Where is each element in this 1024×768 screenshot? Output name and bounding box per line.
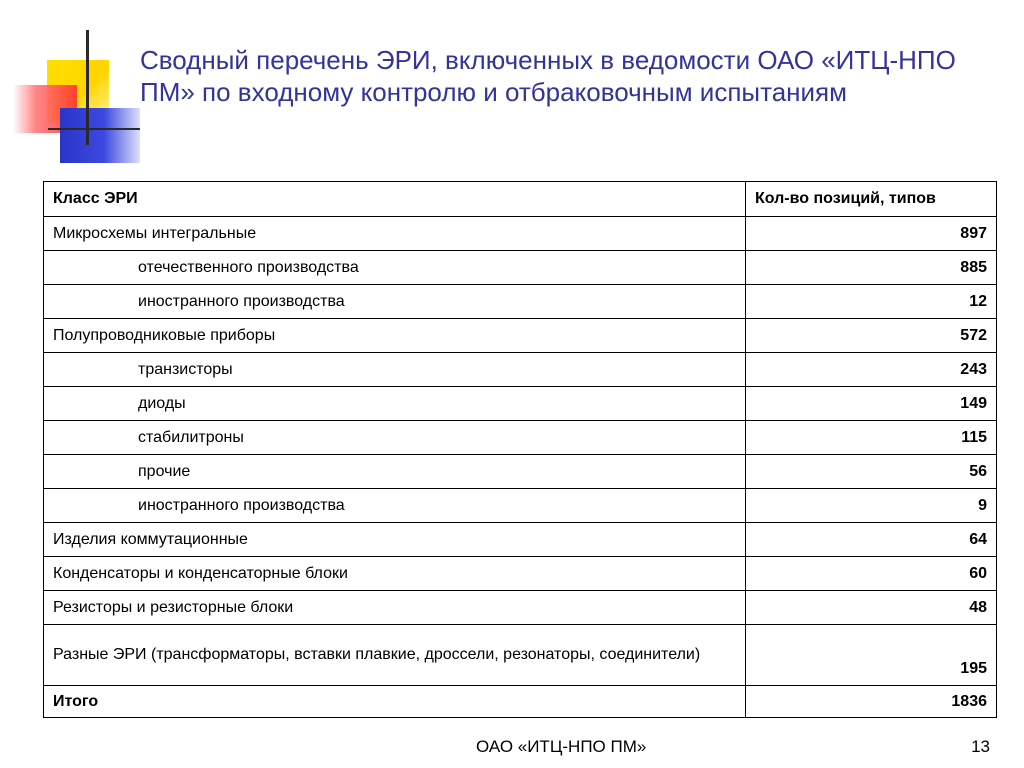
row-quantity: 56 — [746, 455, 997, 489]
row-class-name: транзисторы — [44, 353, 746, 387]
row-quantity: 60 — [746, 557, 997, 591]
table-row — [44, 217, 997, 251]
row-class-name: иностранного производства — [44, 285, 746, 319]
table-row — [44, 353, 997, 387]
row-quantity: 572 — [746, 319, 997, 353]
slide-title: Сводный перечень ЭРИ, включенных в ведомости ОАО «ИТЦ-НПО ПМ» по входному контролю и отбраковочным испытаниям — [140, 45, 956, 107]
row-quantity: 64 — [746, 523, 997, 557]
row-quantity: 149 — [746, 387, 997, 421]
table-row — [44, 489, 997, 523]
row-quantity: 897 — [746, 217, 997, 251]
row-quantity: 243 — [746, 353, 997, 387]
summary-table — [43, 181, 997, 718]
table-row — [44, 421, 997, 455]
table-row — [44, 625, 997, 686]
table-row — [44, 591, 997, 625]
row-class-name: отечественного производства — [44, 251, 746, 285]
table-total-row — [44, 686, 997, 718]
logo-decoration — [0, 0, 160, 170]
table-row — [44, 251, 997, 285]
row-quantity: 195 — [746, 625, 997, 686]
total-quantity: 1836 — [746, 686, 997, 718]
row-class-name: Микросхемы интегральные — [44, 217, 746, 251]
table-row — [44, 455, 997, 489]
column-header-quantity: Кол-во позиций, типов — [746, 182, 997, 217]
table-row — [44, 387, 997, 421]
row-quantity: 885 — [746, 251, 997, 285]
footer-organization: ОАО «ИТЦ-НПО ПМ» — [476, 737, 647, 756]
logo-blue-square — [60, 108, 140, 163]
row-class-name: Разные ЭРИ (трансформаторы, вставки плавкие, дроссели, резонаторы, соединители) — [44, 625, 746, 686]
row-quantity: 48 — [746, 591, 997, 625]
row-class-name: Полупроводниковые приборы — [44, 319, 746, 353]
row-quantity: 12 — [746, 285, 997, 319]
row-class-name: Конденсаторы и конденсаторные блоки — [44, 557, 746, 591]
logo-horizontal-line — [48, 128, 140, 130]
row-class-name: иностранного производства — [44, 489, 746, 523]
row-class-name: прочие — [44, 455, 746, 489]
column-header-class: Класс ЭРИ — [44, 182, 746, 217]
page-number: 13 — [971, 737, 990, 756]
table-row — [44, 285, 997, 319]
row-class-name: Изделия коммутационные — [44, 523, 746, 557]
table-header-row — [44, 182, 997, 217]
table-row — [44, 557, 997, 591]
total-label: Итого — [44, 686, 746, 718]
row-class-name: стабилитроны — [44, 421, 746, 455]
row-quantity: 115 — [746, 421, 997, 455]
row-class-name: диоды — [44, 387, 746, 421]
table-row — [44, 319, 997, 353]
row-quantity: 9 — [746, 489, 997, 523]
row-class-name: Резисторы и резисторные блоки — [44, 591, 746, 625]
table-row — [44, 523, 997, 557]
